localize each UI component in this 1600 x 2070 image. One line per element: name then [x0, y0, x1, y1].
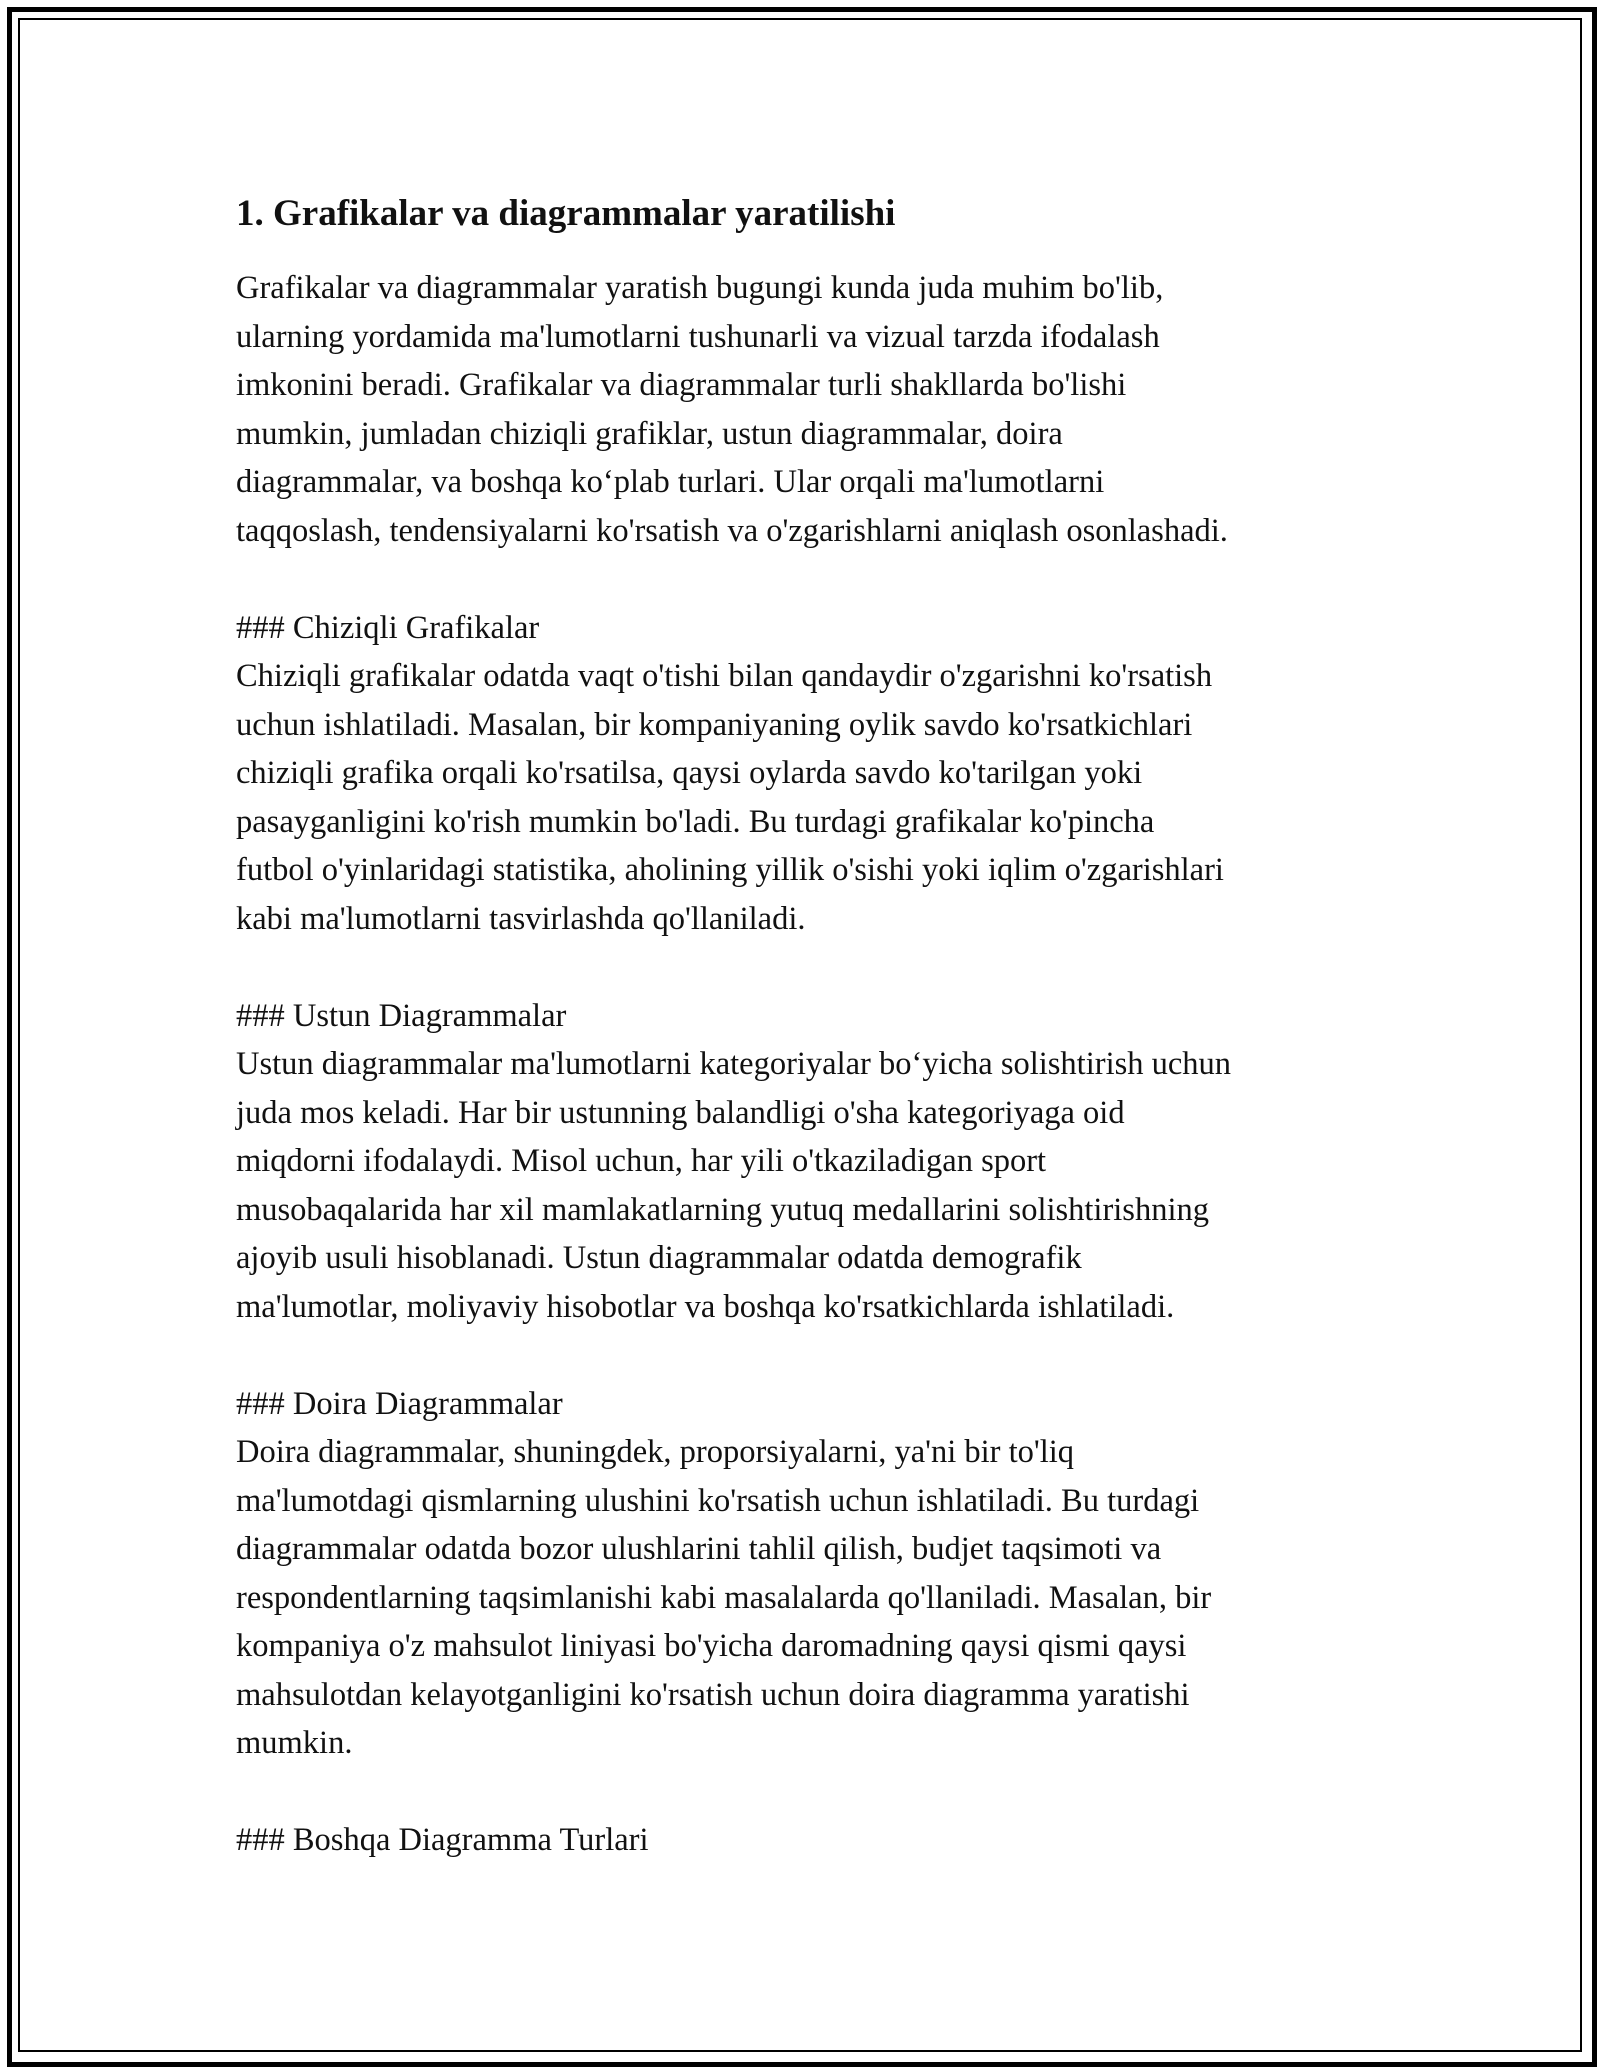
- section-paragraph: Chiziqli grafikalar odatda vaqt o'tishi bilan qandaydir o'zgarishni ko'rsatish uchun ishlatiladi. Masalan, bir kompaniyaning oylik savdo ko'rsatkichlari chiziqli grafika orqali ko'rsatilsa, qaysi oylarda savdo ko'tarilgan yoki pasayganligini ko'rish mumkin bo'ladi. Bu turdagi grafikalar ko'pincha futbol o'yinlaridagi statistika, aholining yillik o'sishi yoki iqlim o'zgarishlari kabi ma'lumotlarni tasvirlashda qo'llaniladi.: [236, 658, 1224, 937]
- section-chiziqli-grafikalar: [236, 604, 1376, 944]
- section-heading: ### Boshqa Diagramma Turlari: [236, 1822, 649, 1858]
- section-doira-diagrammalar: [236, 1380, 1376, 1768]
- section-paragraph: Doira diagrammalar, shuningdek, proporsiyalarni, ya'ni bir to'liq ma'lumotdagi qismlarning ulushini ko'rsatish uchun ishlatiladi. Bu turdagi diagrammalar odatda bozor ulushlarini tahlil qilish, budjet taqsimoti va respondentlarning taqsimlanishi kabi masalalarda qo'llaniladi. Masalan, bir kompaniya o'z mahsulot liniyasi bo'yicha daromadning qaysi qismi qaysi mahsulotdan kelayotganligini ko'rsatish uchun doira diagramma yaratishi mumkin.: [236, 1434, 1212, 1761]
- document-body: [236, 190, 1376, 1865]
- section-heading: ### Doira Diagrammalar: [236, 1385, 563, 1422]
- section-ustun-diagrammalar: [236, 992, 1376, 1332]
- section-paragraph: Ustun diagrammalar ma'lumotlarni kategoriyalar bo‘yicha solishtirish uchun juda mos keladi. Har bir ustunning balandligi o'sha kategoriyaga oid miqdorni ifodalaydi. Misol uchun, har yili o'tkaziladigan sport musobaqalarida har xil mamlakatlarning yutuq medallarini solishtirishning ajoyib usuli hisoblanadi. Ustun diagrammalar odatda demografik ma'lumotlar, moliyaviy hisobotlar va boshqa ko'rsatkichlarda ishlatiladi.: [236, 1046, 1232, 1325]
- section-heading: ### Chiziqli Grafikalar: [236, 609, 540, 646]
- intro-paragraph: Grafikalar va diagrammalar yaratish bugungi kunda juda muhim bo'lib, ularning yordamida ma'lumotlarni tushunarli va vizual tarzda ifodalash imkonini beradi. Grafikalar va diagrammalar turli shakllarda bo'lishi mumkin, jumladan chiziqli grafiklar, ustun diagrammalar, doira diagrammalar, va boshqa ko‘plab turlari. Ular orqali ma'lumotlarni taqqoslash, tendensiyalarni ko'rsatish va o'zgarishlarni aniqlash osonlashadi.: [236, 270, 1228, 549]
- section-boshqa-diagramma-turlari: [236, 1816, 1376, 1865]
- document-title: 1. Grafikalar va diagrammalar yaratilishi: [236, 193, 896, 234]
- section-heading: ### Ustun Diagrammalar: [236, 997, 567, 1034]
